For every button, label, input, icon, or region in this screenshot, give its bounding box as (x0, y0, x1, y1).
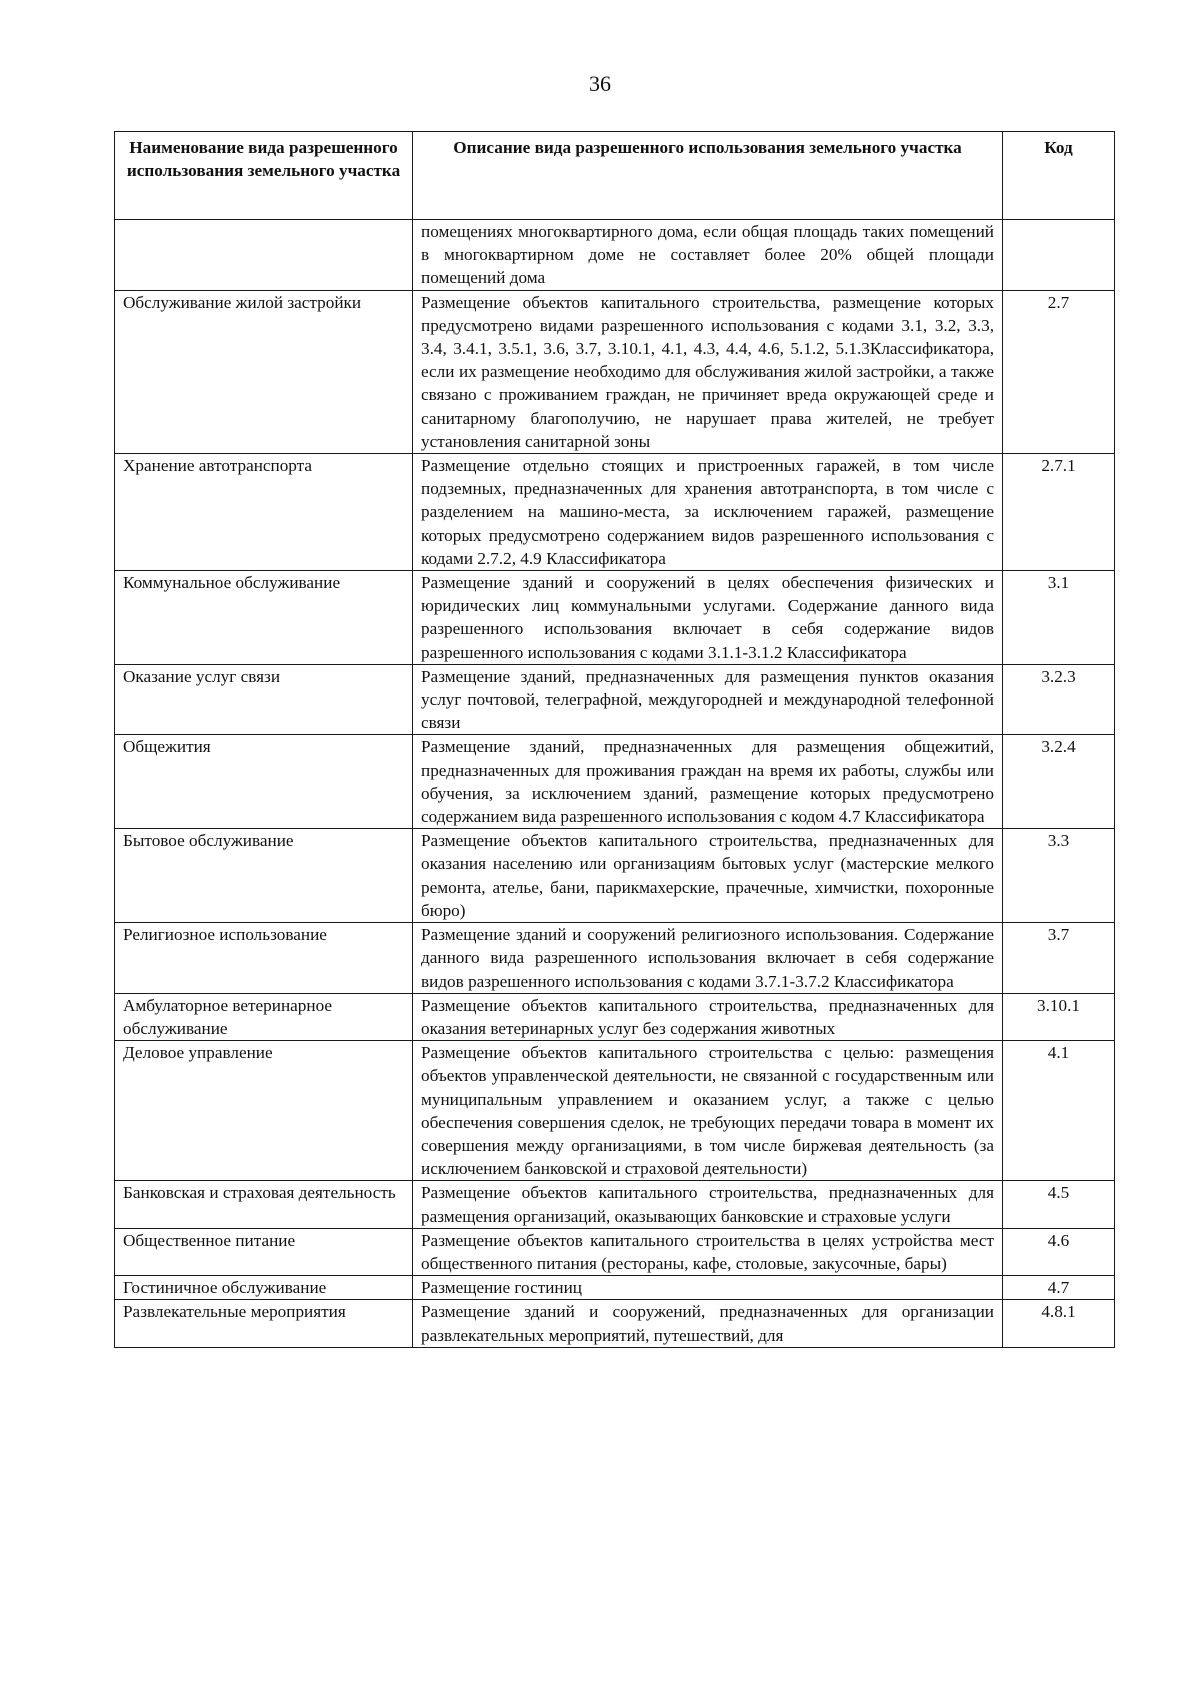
row-code: 3.3 (1003, 829, 1115, 923)
row-name: Банковская и страховая деятельность (115, 1181, 413, 1228)
table-row (115, 454, 1115, 571)
row-name: Общественное питание (115, 1228, 413, 1275)
row-name: Гостиничное обслуживание (115, 1276, 413, 1300)
header-name: Наименование вида разрешенного использования земельного участка (115, 132, 413, 220)
row-code: 4.8.1 (1003, 1300, 1115, 1347)
row-name: Обслуживание жилой застройки (115, 290, 413, 453)
row-code: 4.6 (1003, 1228, 1115, 1275)
table-row (115, 1300, 1115, 1347)
row-description: Размещение зданий и сооружений в целях обеспечения физических и юридических лиц коммунальными услугами. Содержание данного вида разрешенного использования включает в себя содержание видов разрешенного использования с кодами 3.1.1-3.1.2 Классификатора (413, 571, 1003, 665)
row-name: Развлекательные мероприятия (115, 1300, 413, 1347)
row-description: Размещение зданий и сооружений, предназначенных для организации развлекательных мероприятий, путешествий, для (413, 1300, 1003, 1347)
row-description: Размещение объектов капитального строительства в целях устройства мест общественного питания (рестораны, кафе, столовые, закусочные, бары) (413, 1228, 1003, 1275)
row-code: 2.7.1 (1003, 454, 1115, 571)
row-description: Размещение объектов капитального строительства, размещение которых предусмотрено видами разрешенного использования с кодами 3.1, 3.2, 3.3, 3.4, 3.4.1, 3.5.1, 3.6, 3.7, 3.10.1, 4.1, 4.3, 4.4, 4.6, 5.1.2, 5.1.3Классификатора, если их размещение необходимо для обслуживания жилой застройки, а также связано с проживанием граждан, не причиняет вреда окружающей среде и санитарному благополучию, не нарушает права жителей, не требует установления санитарной зоны (413, 290, 1003, 453)
table-row (115, 664, 1115, 735)
row-code: 3.1 (1003, 571, 1115, 665)
row-description: Размещение отдельно стоящих и пристроенных гаражей, в том числе подземных, предназначенных для хранения автотранспорта, в том числе с разделением на машино-места, за исключением гаражей, размещение которых предусмотрено содержанием видов разрешенного использования с кодами 2.7.2, 4.9 Классификатора (413, 454, 1003, 571)
row-code: 2.7 (1003, 290, 1115, 453)
table-row (115, 1041, 1115, 1181)
land-use-table (114, 131, 1115, 1348)
table-row (115, 1228, 1115, 1275)
table-row (115, 829, 1115, 923)
table-header-row (115, 132, 1115, 220)
row-code: 3.2.3 (1003, 664, 1115, 735)
table-row (115, 993, 1115, 1040)
row-description: Размещение зданий, предназначенных для размещения пунктов оказания услуг почтовой, телеграфной, междугородней и международной телефонной связи (413, 664, 1003, 735)
row-name: Хранение автотранспорта (115, 454, 413, 571)
row-name: Бытовое обслуживание (115, 829, 413, 923)
row-code: 3.2.4 (1003, 735, 1115, 829)
table-row (115, 290, 1115, 453)
row-code: 4.1 (1003, 1041, 1115, 1181)
row-description: Размещение объектов капитального строительства с целью: размещения объектов управленческой деятельности, не связанной с государственным или муниципальным управлением и оказанием услуг, а также с целью обеспечения совершения сделок, не требующих передачи товара в момент их совершения между организациями, в том числе биржевая деятельность (за исключением банковской и страховой деятельности) (413, 1041, 1003, 1181)
row-description: Размещение зданий, предназначенных для размещения общежитий, предназначенных для проживания граждан на время их работы, службы или обучения, за исключением зданий, размещение которых предусмотрено содержанием вида разрешенного использования с кодом 4.7 Классификатора (413, 735, 1003, 829)
table-row (115, 1181, 1115, 1228)
row-description: Размещение объектов капитального строительства, предназначенных для оказания населению или организациям бытовых услуг (мастерские мелкого ремонта, ателье, бани, парикмахерские, прачечные, химчистки, похоронные бюро) (413, 829, 1003, 923)
row-code: 4.5 (1003, 1181, 1115, 1228)
row-description: Размещение объектов капитального строительства, предназначенных для размещения организаций, оказывающих банковские и страховые услуги (413, 1181, 1003, 1228)
row-code: 4.7 (1003, 1276, 1115, 1300)
page-number: 36 (589, 71, 611, 96)
row-code: 3.10.1 (1003, 993, 1115, 1040)
row-name: Амбулаторное ветеринарное обслуживание (115, 993, 413, 1040)
row-name: Коммунальное обслуживание (115, 571, 413, 665)
row-description: Размещение гостиниц (413, 1276, 1003, 1300)
table-row (115, 220, 1115, 291)
table-row (115, 1276, 1115, 1300)
table-row (115, 571, 1115, 665)
row-code: 3.7 (1003, 923, 1115, 994)
row-name: Деловое управление (115, 1041, 413, 1181)
row-name (115, 220, 413, 291)
row-description: Размещение зданий и сооружений религиозного использования. Содержание данного вида разрешенного использования включает в себя содержание видов разрешенного использования с кодами 3.7.1-3.7.2 Классификатора (413, 923, 1003, 994)
row-description: Размещение объектов капитального строительства, предназначенных для оказания ветеринарных услуг без содержания животных (413, 993, 1003, 1040)
header-description: Описание вида разрешенного использования земельного участка (413, 132, 1003, 220)
table-row (115, 923, 1115, 994)
row-name: Оказание услуг связи (115, 664, 413, 735)
row-code (1003, 220, 1115, 291)
header-code: Код (1003, 132, 1115, 220)
row-name: Религиозное использование (115, 923, 413, 994)
row-description: помещениях многоквартирного дома, если общая площадь таких помещений в многоквартирном доме не составляет более 20% общей площади помещений дома (413, 220, 1003, 291)
row-name: Общежития (115, 735, 413, 829)
table-row (115, 735, 1115, 829)
